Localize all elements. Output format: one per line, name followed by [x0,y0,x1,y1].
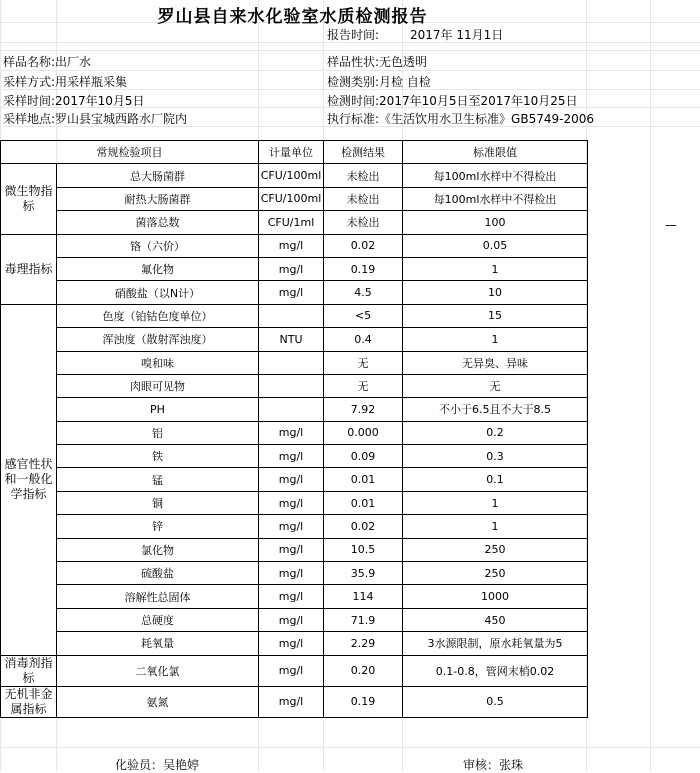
item-cell: PH [57,398,259,421]
result-cell: 114 [324,585,403,608]
item-cell: 铁 [57,445,259,468]
limit-cell: 100 [403,211,588,234]
item-cell: 硝酸盐（以N计） [57,281,259,304]
result-cell: 0.4 [324,328,403,351]
unit-cell: mg/l [259,257,324,280]
reviewer-signature: 审核：张珠 [463,758,524,772]
unit-cell: mg/l [259,655,324,686]
result-cell: 7.92 [324,398,403,421]
header-field: 样品性状:无色透明 [327,55,428,69]
table-row [1,491,588,514]
unit-cell: NTU [259,328,324,351]
unit-cell: mg/l [259,421,324,444]
limit-cell: 1 [403,328,588,351]
table-row [1,164,588,187]
limit-cell: 0.5 [403,686,588,717]
item-cell: 总大肠菌群 [57,164,259,187]
table-row [1,328,588,351]
table-row [1,468,588,491]
column-header: 计量单位 [259,141,324,164]
limit-cell: 3水源限制，原水耗氧量为5 [403,632,588,655]
limit-cell: 无 [403,374,588,397]
item-cell: 浑浊度（散射浑浊度） [57,328,259,351]
table-row [1,257,588,280]
limit-cell: 1 [403,515,588,538]
table-row [1,515,588,538]
limit-cell: 0.3 [403,445,588,468]
category-cell: 感官性状和一般化学指标 [1,304,57,655]
unit-cell [259,351,324,374]
result-cell: 71.9 [324,608,403,631]
unit-cell: mg/l [259,491,324,514]
table-row [1,374,588,397]
header-field: 采样方式:用采样瓶采集 [3,75,128,89]
unit-cell: CFU/1ml [259,211,324,234]
item-cell: 肉眼可见物 [57,374,259,397]
unit-cell: CFU/100ml [259,187,324,210]
limit-cell: 1 [403,257,588,280]
item-cell: 锌 [57,515,259,538]
category-cell: 无机非金属指标 [1,686,57,717]
limit-cell: 每100ml水样中不得检出 [403,187,588,210]
item-cell: 菌落总数 [57,211,259,234]
result-cell: 0.000 [324,421,403,444]
limit-cell: 450 [403,608,588,631]
unit-cell: CFU/100ml [259,164,324,187]
unit-cell [259,374,324,397]
unit-cell: mg/l [259,608,324,631]
result-cell: 0.01 [324,468,403,491]
item-cell: 总硬度 [57,608,259,631]
table-row [1,538,588,561]
header-field: 执行标准:《生活饮用水卫生标准》GB5749-2006 [327,112,594,126]
limit-cell: 0.05 [403,234,588,257]
result-cell: 无 [324,374,403,397]
limit-cell: 0.2 [403,421,588,444]
limit-cell: 1 [403,491,588,514]
column-header: 常规检验项目 [1,141,259,164]
limit-cell: 不小于6.5且不大于8.5 [403,398,588,421]
unit-cell: mg/l [259,562,324,585]
table-row [1,187,588,210]
table-row [1,304,588,327]
unit-cell: mg/l [259,281,324,304]
result-cell: 0.09 [324,445,403,468]
result-cell: 2.29 [324,632,403,655]
category-cell: 消毒剂指标 [1,655,57,686]
category-cell: 毒理指标 [1,234,57,304]
item-cell: 嗅和味 [57,351,259,374]
header-field: 样品名称:出厂水 [3,55,92,69]
table-row [1,632,588,655]
item-cell: 溶解性总固体 [57,585,259,608]
unit-cell: mg/l [259,632,324,655]
unit-cell: mg/l [259,234,324,257]
result-cell: 0.01 [324,491,403,514]
item-cell: 色度（铂钴色度单位） [57,304,259,327]
table-row [1,585,588,608]
unit-cell: mg/l [259,538,324,561]
item-cell: 铬（六价） [57,234,259,257]
item-cell: 铝 [57,421,259,444]
unit-cell: mg/l [259,585,324,608]
column-header: 标准限值 [403,141,588,164]
report-time-value: 2017年 11月1日 [410,28,504,42]
limit-cell: 1000 [403,585,588,608]
result-cell: 10.5 [324,538,403,561]
result-cell: 0.02 [324,515,403,538]
result-cell: 0.19 [324,257,403,280]
header-field: 采样地点:罗山县宝城西路水厂院内 [3,112,188,126]
item-cell: 耗氧量 [57,632,259,655]
item-cell: 铜 [57,491,259,514]
result-cell: 未检出 [324,164,403,187]
grid-line [0,50,700,51]
item-cell: 氟化物 [57,257,259,280]
unit-cell [259,398,324,421]
side-mark: — [665,218,677,232]
table-header-row [1,141,588,164]
unit-cell: mg/l [259,445,324,468]
table-row [1,562,588,585]
result-cell: 0.19 [324,686,403,717]
limit-cell: 无异臭、异味 [403,351,588,374]
table-row [1,655,588,686]
limit-cell: 每100ml水样中不得检出 [403,164,588,187]
unit-cell: mg/l [259,686,324,717]
limit-cell: 0.1-0.8，管网末梢0.02 [403,655,588,686]
result-cell: 未检出 [324,211,403,234]
limit-cell: 250 [403,538,588,561]
tester-signature: 化验员：吴艳婷 [115,758,200,772]
table-row [1,398,588,421]
item-cell: 氨氮 [57,686,259,717]
item-cell: 耐热大肠菌群 [57,187,259,210]
limit-cell: 15 [403,304,588,327]
result-cell: 无 [324,351,403,374]
table-row [1,608,588,631]
table-row [1,421,588,444]
table-row [1,234,588,257]
unit-cell: mg/l [259,515,324,538]
header-field: 检测时间:2017年10月5日至2017年10月25日 [327,94,578,108]
header-field: 检测类别:月检 自检 [327,75,431,89]
result-cell: 0.20 [324,655,403,686]
result-cell: 35.9 [324,562,403,585]
result-cell: 未检出 [324,187,403,210]
unit-cell: mg/l [259,468,324,491]
result-cell: 4.5 [324,281,403,304]
page-title: 罗山县自来水化验室水质检测报告 [157,7,428,27]
table-row [1,281,588,304]
item-cell: 二氧化氯 [57,655,259,686]
limit-cell: 10 [403,281,588,304]
unit-cell [259,304,324,327]
table-row [1,211,588,234]
grid-line [0,747,700,748]
limit-cell: 0.1 [403,468,588,491]
item-cell: 氯化物 [57,538,259,561]
column-header: 检测结果 [324,141,403,164]
item-cell: 锰 [57,468,259,491]
grid-line [0,70,700,71]
table-row [1,445,588,468]
result-cell: <5 [324,304,403,327]
category-cell: 微生物指标 [1,164,57,234]
water-quality-table [0,140,588,718]
report-time-label: 报告时间: [327,28,380,42]
grid-line [650,0,651,771]
result-cell: 0.02 [324,234,403,257]
limit-cell: 250 [403,562,588,585]
table-row [1,686,588,717]
item-cell: 硫酸盐 [57,562,259,585]
header-field: 采样时间:2017年10月5日 [3,94,145,108]
table-row [1,351,588,374]
